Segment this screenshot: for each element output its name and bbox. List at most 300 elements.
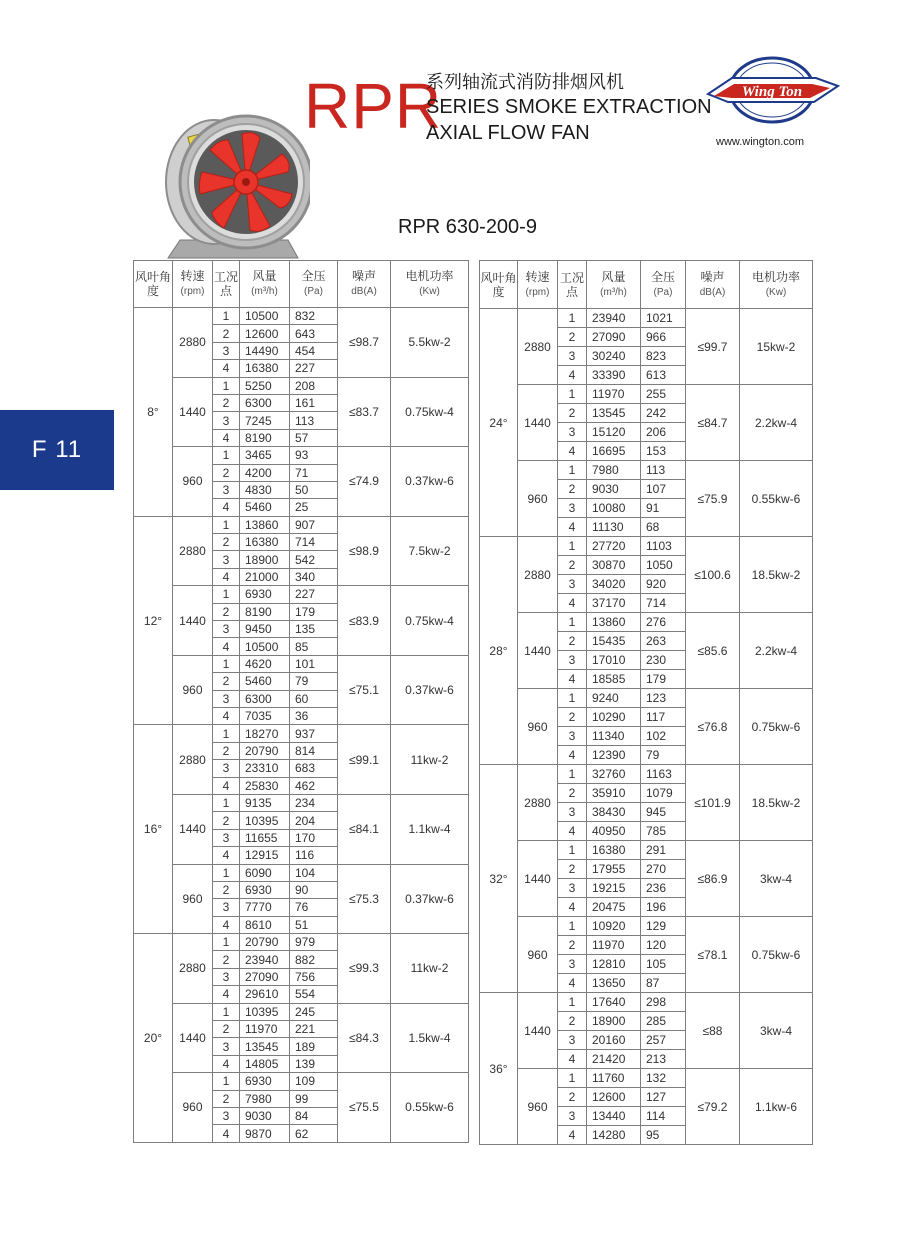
condition-point-cell: 4 (558, 974, 587, 993)
airflow-cell: 7980 (587, 461, 641, 480)
airflow-cell: 5460 (240, 499, 290, 516)
pressure-cell: 221 (290, 1021, 338, 1038)
condition-point-cell: 1 (558, 689, 587, 708)
motor-power-cell: 5.5kw-2 (391, 308, 469, 378)
condition-point-cell: 2 (213, 881, 240, 898)
noise-cell: ≤75.3 (338, 864, 391, 934)
pressure-cell: 113 (641, 461, 686, 480)
motor-power-cell: 11kw-2 (391, 725, 469, 795)
airflow-cell: 3465 (240, 447, 290, 464)
condition-point-cell: 4 (213, 707, 240, 724)
airflow-cell: 10290 (587, 708, 641, 727)
noise-cell: ≤76.8 (686, 689, 740, 765)
airflow-cell: 9240 (587, 689, 641, 708)
fan-product-image (150, 110, 310, 260)
col-header-power: 电机功率 (Kw) (740, 261, 813, 309)
condition-point-cell: 3 (213, 481, 240, 498)
condition-point-cell: 3 (213, 1038, 240, 1055)
pressure-cell: 104 (290, 864, 338, 881)
condition-point-cell: 2 (213, 951, 240, 968)
condition-point-cell: 3 (558, 727, 587, 746)
airflow-cell: 6930 (240, 881, 290, 898)
airflow-cell: 23940 (240, 951, 290, 968)
pressure-cell: 93 (290, 447, 338, 464)
noise-cell: ≤99.7 (686, 309, 740, 385)
condition-point-cell: 1 (558, 993, 587, 1012)
condition-point-cell: 3 (213, 621, 240, 638)
pressure-cell: 298 (641, 993, 686, 1012)
condition-point-cell: 3 (213, 968, 240, 985)
airflow-cell: 30870 (587, 556, 641, 575)
airflow-cell: 9135 (240, 794, 290, 811)
airflow-cell: 6930 (240, 1073, 290, 1090)
speed-cell: 1440 (518, 613, 558, 689)
airflow-cell: 14805 (240, 1055, 290, 1072)
condition-point-cell: 4 (558, 1126, 587, 1145)
col-header-airflow: 风量 (m³/h) (587, 261, 641, 309)
condition-point-cell: 2 (558, 708, 587, 727)
pressure-cell: 114 (641, 1107, 686, 1126)
col-header-noise: 噪声 dB(A) (338, 261, 391, 308)
noise-cell: ≤99.1 (338, 725, 391, 795)
airflow-cell: 18900 (587, 1012, 641, 1031)
airflow-cell: 6300 (240, 394, 290, 411)
airflow-cell: 10395 (240, 1003, 290, 1020)
noise-cell: ≤98.9 (338, 516, 391, 586)
airflow-cell: 16380 (240, 360, 290, 377)
condition-point-cell: 1 (213, 934, 240, 951)
airflow-cell: 33390 (587, 366, 641, 385)
noise-cell: ≤84.7 (686, 385, 740, 461)
table-row (134, 516, 469, 533)
table-row (480, 993, 813, 1012)
condition-point-cell: 1 (558, 841, 587, 860)
airflow-cell: 12810 (587, 955, 641, 974)
motor-power-cell: 0.75kw-6 (740, 917, 813, 993)
airflow-cell: 18900 (240, 551, 290, 568)
condition-point-cell: 3 (558, 1031, 587, 1050)
airflow-cell: 23310 (240, 760, 290, 777)
condition-point-cell: 2 (213, 1021, 240, 1038)
motor-power-cell: 0.37kw-6 (391, 447, 469, 517)
airflow-cell: 17955 (587, 860, 641, 879)
table-row (134, 377, 469, 394)
condition-point-cell: 2 (558, 632, 587, 651)
airflow-cell: 35910 (587, 784, 641, 803)
condition-point-cell: 2 (558, 936, 587, 955)
noise-cell: ≤98.7 (338, 308, 391, 378)
condition-point-cell: 2 (558, 404, 587, 423)
airflow-cell: 20160 (587, 1031, 641, 1050)
motor-power-cell: 15kw-2 (740, 309, 813, 385)
wington-logo (704, 50, 840, 134)
airflow-cell: 13860 (587, 613, 641, 632)
condition-point-cell: 2 (213, 534, 240, 551)
condition-point-cell: 1 (558, 917, 587, 936)
pressure-cell: 1050 (641, 556, 686, 575)
condition-point-cell: 2 (558, 556, 587, 575)
airflow-cell: 27090 (587, 328, 641, 347)
airflow-cell: 32760 (587, 765, 641, 784)
condition-point-cell: 2 (213, 1090, 240, 1107)
noise-cell: ≤101.9 (686, 765, 740, 841)
pressure-cell: 25 (290, 499, 338, 516)
condition-point-cell: 1 (558, 309, 587, 328)
col-header-angle: 风叶角度 (134, 261, 173, 308)
motor-power-cell: 7.5kw-2 (391, 516, 469, 586)
condition-point-cell: 4 (558, 1050, 587, 1069)
pressure-cell: 153 (641, 442, 686, 461)
noise-cell: ≤75.5 (338, 1073, 391, 1143)
airflow-cell: 13860 (240, 516, 290, 533)
pressure-cell: 132 (641, 1069, 686, 1088)
table-row (134, 655, 469, 672)
pressure-cell: 907 (290, 516, 338, 533)
airflow-cell: 12600 (587, 1088, 641, 1107)
table-row (480, 537, 813, 556)
airflow-cell: 5250 (240, 377, 290, 394)
condition-point-cell: 1 (213, 725, 240, 742)
airflow-cell: 13440 (587, 1107, 641, 1126)
speed-cell: 960 (173, 447, 213, 517)
pressure-cell: 979 (290, 934, 338, 951)
pressure-cell: 105 (641, 955, 686, 974)
condition-point-cell: 4 (213, 1055, 240, 1072)
airflow-cell: 13650 (587, 974, 641, 993)
table-row (480, 689, 813, 708)
pressure-cell: 179 (641, 670, 686, 689)
condition-point-cell: 3 (213, 899, 240, 916)
condition-point-cell: 1 (558, 1069, 587, 1088)
noise-cell: ≤84.1 (338, 794, 391, 864)
pressure-cell: 161 (290, 394, 338, 411)
airflow-cell: 12915 (240, 847, 290, 864)
airflow-cell: 37170 (587, 594, 641, 613)
table-row (134, 794, 469, 811)
noise-cell: ≤75.9 (686, 461, 740, 537)
pressure-cell: 1103 (641, 537, 686, 556)
airflow-cell: 7980 (240, 1090, 290, 1107)
pressure-cell: 196 (641, 898, 686, 917)
pressure-cell: 554 (290, 986, 338, 1003)
pressure-cell: 242 (641, 404, 686, 423)
pressure-cell: 245 (290, 1003, 338, 1020)
pressure-cell: 127 (641, 1088, 686, 1107)
table-row (134, 447, 469, 464)
condition-point-cell: 4 (558, 822, 587, 841)
airflow-cell: 13545 (587, 404, 641, 423)
pressure-cell: 945 (641, 803, 686, 822)
col-header-airflow: 风量 (m³/h) (240, 261, 290, 308)
col-header-condition: 工况点 (558, 261, 587, 309)
condition-point-cell: 1 (558, 461, 587, 480)
condition-point-cell: 3 (213, 342, 240, 359)
pressure-cell: 785 (641, 822, 686, 841)
airflow-cell: 20475 (587, 898, 641, 917)
condition-point-cell: 4 (558, 670, 587, 689)
airflow-cell: 18585 (587, 670, 641, 689)
condition-point-cell: 1 (558, 613, 587, 632)
pressure-cell: 814 (290, 742, 338, 759)
speed-cell: 1440 (173, 794, 213, 864)
table-header-row (134, 261, 469, 308)
pressure-cell: 714 (290, 534, 338, 551)
motor-power-cell: 18.5kw-2 (740, 765, 813, 841)
blade-angle-cell: 20° (134, 934, 173, 1143)
motor-power-cell: 0.75kw-4 (391, 586, 469, 656)
speed-cell: 2880 (518, 765, 558, 841)
airflow-cell: 9450 (240, 621, 290, 638)
condition-point-cell: 2 (558, 1088, 587, 1107)
airflow-cell: 9870 (240, 1125, 290, 1142)
condition-point-cell: 4 (213, 499, 240, 516)
model-number: RPR 630-200-9 (398, 216, 537, 238)
condition-point-cell: 1 (213, 1073, 240, 1090)
airflow-cell: 38430 (587, 803, 641, 822)
speed-cell: 2880 (173, 725, 213, 795)
noise-cell: ≤83.9 (338, 586, 391, 656)
table-row (134, 308, 469, 325)
condition-point-cell: 4 (213, 986, 240, 1003)
table-row (134, 725, 469, 742)
airflow-cell: 12600 (240, 325, 290, 342)
motor-power-cell: 0.75kw-6 (740, 689, 813, 765)
pressure-cell: 79 (290, 673, 338, 690)
condition-point-cell: 1 (558, 385, 587, 404)
airflow-cell: 17640 (587, 993, 641, 1012)
airflow-cell: 5460 (240, 673, 290, 690)
condition-point-cell: 4 (558, 518, 587, 537)
pressure-cell: 1079 (641, 784, 686, 803)
col-header-pressure: 全压 (Pa) (641, 261, 686, 309)
speed-cell: 2880 (518, 537, 558, 613)
table-row (480, 841, 813, 860)
speed-cell: 2880 (518, 309, 558, 385)
motor-power-cell: 1.5kw-4 (391, 1003, 469, 1073)
condition-point-cell: 3 (558, 955, 587, 974)
speed-cell: 960 (173, 864, 213, 934)
airflow-cell: 34020 (587, 575, 641, 594)
table-row (134, 586, 469, 603)
condition-point-cell: 3 (213, 1107, 240, 1124)
pressure-cell: 79 (641, 746, 686, 765)
table-header-row (480, 261, 813, 309)
table-row (480, 765, 813, 784)
motor-power-cell: 1.1kw-6 (740, 1069, 813, 1145)
condition-point-cell: 1 (213, 864, 240, 881)
pressure-cell: 129 (641, 917, 686, 936)
airflow-cell: 9030 (240, 1107, 290, 1124)
pressure-cell: 113 (290, 412, 338, 429)
airflow-cell: 27090 (240, 968, 290, 985)
pressure-cell: 206 (641, 423, 686, 442)
blade-angle-cell: 28° (480, 537, 518, 765)
condition-point-cell: 2 (558, 1012, 587, 1031)
website-link[interactable]: www.wington.com (716, 136, 805, 148)
pressure-cell: 95 (641, 1126, 686, 1145)
pressure-cell: 36 (290, 707, 338, 724)
col-header-speed: 转速 (rpm) (173, 261, 213, 308)
pressure-cell: 116 (290, 847, 338, 864)
condition-point-cell: 4 (213, 916, 240, 933)
speed-cell: 2880 (173, 308, 213, 378)
pressure-cell: 60 (290, 690, 338, 707)
airflow-cell: 9030 (587, 480, 641, 499)
condition-point-cell: 3 (558, 879, 587, 898)
blade-angle-cell: 12° (134, 516, 173, 725)
pressure-cell: 270 (641, 860, 686, 879)
motor-power-cell: 2.2kw-4 (740, 385, 813, 461)
condition-point-cell: 4 (558, 594, 587, 613)
pressure-cell: 920 (641, 575, 686, 594)
title-english-line1: SERIES SMOKE EXTRACTION (426, 96, 712, 118)
condition-point-cell: 3 (558, 499, 587, 518)
table-row (480, 917, 813, 936)
condition-point-cell: 3 (213, 829, 240, 846)
condition-point-cell: 1 (213, 1003, 240, 1020)
speed-cell: 960 (518, 917, 558, 993)
speed-cell: 2880 (173, 934, 213, 1004)
table-row (134, 934, 469, 951)
pressure-cell: 966 (641, 328, 686, 347)
airflow-cell: 10920 (587, 917, 641, 936)
airflow-cell: 11970 (240, 1021, 290, 1038)
condition-point-cell: 2 (213, 394, 240, 411)
speed-cell: 1440 (173, 1003, 213, 1073)
pressure-cell: 542 (290, 551, 338, 568)
condition-point-cell: 3 (558, 651, 587, 670)
speed-cell: 1440 (518, 385, 558, 461)
airflow-cell: 27720 (587, 537, 641, 556)
speed-cell: 960 (173, 1073, 213, 1143)
noise-cell: ≤75.1 (338, 655, 391, 725)
pressure-cell: 882 (290, 951, 338, 968)
airflow-cell: 40950 (587, 822, 641, 841)
pressure-cell: 179 (290, 603, 338, 620)
airflow-cell: 10500 (240, 638, 290, 655)
airflow-cell: 23940 (587, 309, 641, 328)
col-header-condition: 工况点 (213, 261, 240, 308)
airflow-cell: 7035 (240, 707, 290, 724)
title-english-line2: AXIAL FLOW FAN (426, 122, 590, 144)
pressure-cell: 109 (290, 1073, 338, 1090)
pressure-cell: 462 (290, 777, 338, 794)
condition-point-cell: 3 (213, 690, 240, 707)
airflow-cell: 14280 (587, 1126, 641, 1145)
condition-point-cell: 1 (213, 377, 240, 394)
airflow-cell: 6300 (240, 690, 290, 707)
motor-power-cell: 0.55kw-6 (740, 461, 813, 537)
airflow-cell: 11340 (587, 727, 641, 746)
condition-point-cell: 2 (558, 480, 587, 499)
pressure-cell: 120 (641, 936, 686, 955)
condition-point-cell: 2 (558, 784, 587, 803)
airflow-cell: 11130 (587, 518, 641, 537)
noise-cell: ≤86.9 (686, 841, 740, 917)
pressure-cell: 255 (641, 385, 686, 404)
airflow-cell: 15435 (587, 632, 641, 651)
pressure-cell: 454 (290, 342, 338, 359)
airflow-cell: 20790 (240, 934, 290, 951)
condition-point-cell: 2 (213, 673, 240, 690)
airflow-cell: 25830 (240, 777, 290, 794)
pressure-cell: 1021 (641, 309, 686, 328)
pressure-cell: 230 (641, 651, 686, 670)
condition-point-cell: 1 (213, 447, 240, 464)
pressure-cell: 91 (641, 499, 686, 518)
condition-point-cell: 4 (558, 898, 587, 917)
airflow-cell: 4200 (240, 464, 290, 481)
airflow-cell: 20790 (240, 742, 290, 759)
condition-point-cell: 3 (558, 423, 587, 442)
motor-power-cell: 11kw-2 (391, 934, 469, 1004)
airflow-cell: 11970 (587, 936, 641, 955)
condition-point-cell: 4 (213, 777, 240, 794)
condition-point-cell: 3 (558, 1107, 587, 1126)
blade-angle-cell: 24° (480, 309, 518, 537)
noise-cell: ≤74.9 (338, 447, 391, 517)
condition-point-cell: 2 (213, 812, 240, 829)
pressure-cell: 189 (290, 1038, 338, 1055)
brand-title: RPR (304, 70, 443, 142)
condition-point-cell: 4 (558, 442, 587, 461)
airflow-cell: 30240 (587, 347, 641, 366)
spec-table-left (133, 260, 469, 1143)
airflow-cell: 11760 (587, 1069, 641, 1088)
condition-point-cell: 3 (558, 803, 587, 822)
condition-point-cell: 2 (213, 464, 240, 481)
pressure-cell: 99 (290, 1090, 338, 1107)
pressure-cell: 123 (641, 689, 686, 708)
noise-cell: ≤88 (686, 993, 740, 1069)
table-row (480, 1069, 813, 1088)
condition-point-cell: 4 (213, 429, 240, 446)
table-row (480, 461, 813, 480)
pressure-cell: 823 (641, 347, 686, 366)
airflow-cell: 16380 (240, 534, 290, 551)
col-header-angle: 风叶角度 (480, 261, 518, 309)
pressure-cell: 227 (290, 586, 338, 603)
motor-power-cell: 3kw-4 (740, 993, 813, 1069)
speed-cell: 960 (518, 461, 558, 537)
pressure-cell: 832 (290, 308, 338, 325)
condition-point-cell: 3 (213, 760, 240, 777)
speed-cell: 960 (518, 1069, 558, 1145)
speed-cell: 960 (173, 655, 213, 725)
condition-point-cell: 2 (558, 860, 587, 879)
condition-point-cell: 1 (213, 655, 240, 672)
condition-point-cell: 1 (213, 516, 240, 533)
motor-power-cell: 0.37kw-6 (391, 864, 469, 934)
airflow-cell: 4830 (240, 481, 290, 498)
pressure-cell: 213 (641, 1050, 686, 1069)
blade-angle-cell: 16° (134, 725, 173, 934)
condition-point-cell: 4 (213, 638, 240, 655)
table-row (134, 1073, 469, 1090)
pressure-cell: 285 (641, 1012, 686, 1031)
airflow-cell: 15120 (587, 423, 641, 442)
condition-point-cell: 1 (558, 765, 587, 784)
condition-point-cell: 4 (558, 366, 587, 385)
blade-angle-cell: 36° (480, 993, 518, 1145)
table-row (480, 385, 813, 404)
motor-power-cell: 0.75kw-4 (391, 377, 469, 447)
airflow-cell: 29610 (240, 986, 290, 1003)
noise-cell: ≤99.3 (338, 934, 391, 1004)
col-header-power: 电机功率 (Kw) (391, 261, 469, 308)
pressure-cell: 50 (290, 481, 338, 498)
table-row (480, 613, 813, 632)
